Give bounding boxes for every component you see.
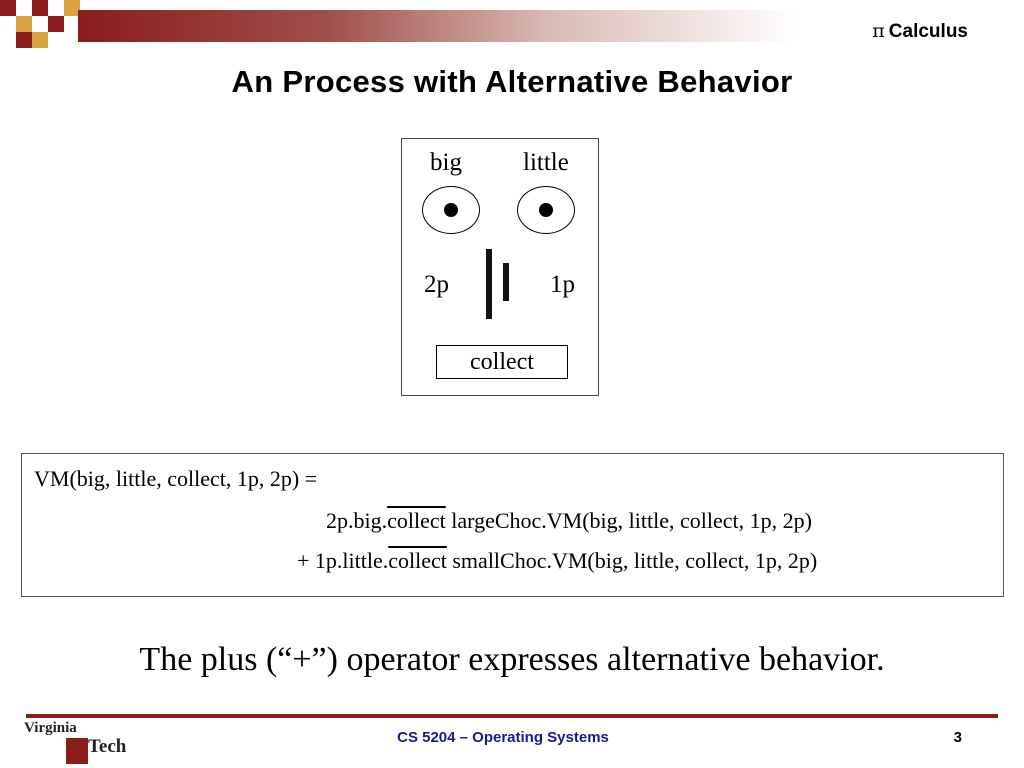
equation-line-3-suffix: smallChoc.VM(big, little, collect, 1p, 2p): [446, 548, 818, 573]
header-decoration: [0, 0, 1024, 50]
big-button: [422, 186, 480, 234]
deco-square: [32, 0, 48, 16]
deco-square: [16, 32, 32, 48]
slide-title: An Process with Alternative Behavior: [231, 64, 793, 99]
label-2p: 2p: [424, 271, 449, 298]
collect-tray: collect: [436, 345, 568, 379]
header-topic: [872, 20, 968, 43]
logo-virginia-text: Virginia: [24, 720, 77, 736]
footer-rule: [26, 714, 998, 718]
label-little: little: [523, 149, 569, 176]
statement-text: The plus (“+”) operator expresses alternative behavior.: [139, 641, 885, 678]
vending-machine-diagram: [401, 138, 599, 396]
label-big: big: [430, 149, 462, 176]
deco-square: [32, 32, 48, 48]
topic-label: Calculus: [888, 21, 968, 42]
equation-line-2-suffix: largeChoc.VM(big, little, collect, 1p, 2p): [445, 508, 812, 533]
header-gradient-bar: [78, 10, 798, 42]
coin-slot-2p: [486, 249, 492, 319]
button-dot-icon: [539, 203, 553, 217]
equation-line-3-overlined: collect: [388, 548, 447, 573]
footer-course: CS 5204 – Operating Systems: [397, 729, 609, 746]
equation-line-2-overlined: collect: [387, 508, 446, 533]
equation-line-3: [297, 548, 817, 574]
equation-line-3-prefix: + 1p.little.: [297, 548, 389, 573]
deco-square: [48, 16, 64, 32]
equation-line-2-prefix: 2p.big.: [326, 508, 388, 533]
equation-line-1: VM(big, little, collect, 1p, 2p) =: [34, 466, 318, 491]
coin-slot-1p: [503, 263, 509, 301]
slide-number: 3: [953, 729, 962, 746]
deco-square: [0, 0, 16, 16]
label-1p: 1p: [550, 271, 575, 298]
button-dot-icon: [444, 203, 458, 217]
logo-tech-text: Tech: [88, 736, 127, 757]
deco-square: [16, 16, 32, 32]
little-button: [517, 186, 575, 234]
equation-box: [21, 453, 1004, 597]
equation-line-2: [326, 508, 812, 534]
pi-symbol: π: [872, 20, 885, 42]
